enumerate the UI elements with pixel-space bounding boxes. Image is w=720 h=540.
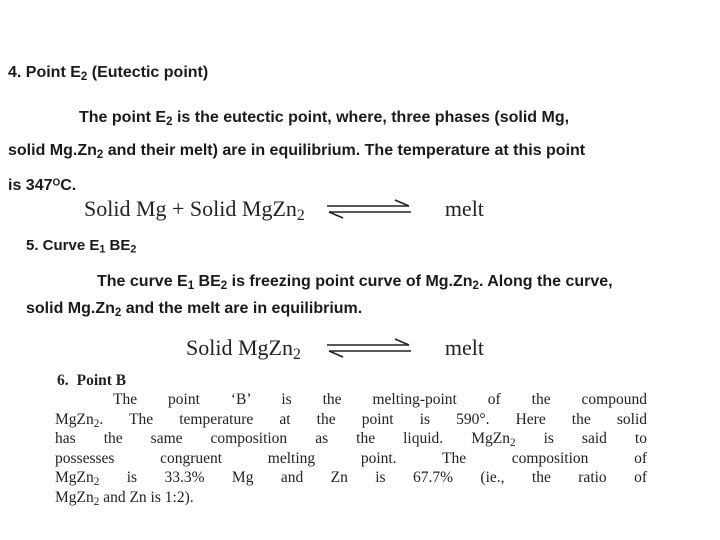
section-6-line-3: has the same composition as the liquid. MgZn$_2$ is said to <box>55 430 647 449</box>
equilibrium-equation-1 <box>84 196 484 222</box>
section-6-line-1: The point ‘B’ is the melting-point of the compound <box>113 391 647 408</box>
section-6-heading: 6. Point B <box>57 372 127 389</box>
section-4-line-2: solid $Mg.Zn_2$ and their melt) are in equilibrium. The temperature at this point <box>8 142 586 161</box>
section-6-line-5: MgZn$_2$ is 33.3% Mg and Zn is 67.7% (ie., the ratio of <box>55 469 647 488</box>
section-4-heading: 4. Point $E_2$ (Eutectic point) <box>8 64 209 83</box>
section-6-line-2: MgZn$_2$. The temperature at the point is 590°. Here the solid <box>55 410 647 430</box>
equation-1-right: melt <box>444 196 484 221</box>
equation-1-left: Solid Mg + Solid MgZn$_2$ <box>84 196 305 224</box>
section-5-line-2: solid $Mg.Zn_2$ and the melt are in equilibrium. <box>26 300 363 319</box>
equation-2-right: melt <box>444 335 484 360</box>
equilibrium-arrow-icon <box>323 198 415 220</box>
section-6-line-6: MgZn$_2$ and Zn is 1:2). <box>55 488 194 508</box>
section-4-line-1: The point $E_2$ is the eutectic point, where, three phases (solid Mg, <box>79 109 570 128</box>
equation-2-left: Solid MgZn$_2$ <box>186 335 301 363</box>
section-4-line-3: is $347^OC$. <box>8 177 77 194</box>
equilibrium-equation-2 <box>186 335 484 361</box>
section-6-line-4: possesses congruent melting point. The composition of <box>55 449 647 467</box>
section-6-excerpt <box>55 372 647 507</box>
equilibrium-arrow-icon <box>323 337 415 359</box>
section-5-heading: 5. Curve $E_1$ $BE_2$ <box>26 237 137 256</box>
section-5-line-1: The curve $E_1$ $BE_2$ is freezing point curve of $Mg.Zn_2$. Along the curve, <box>97 273 613 292</box>
